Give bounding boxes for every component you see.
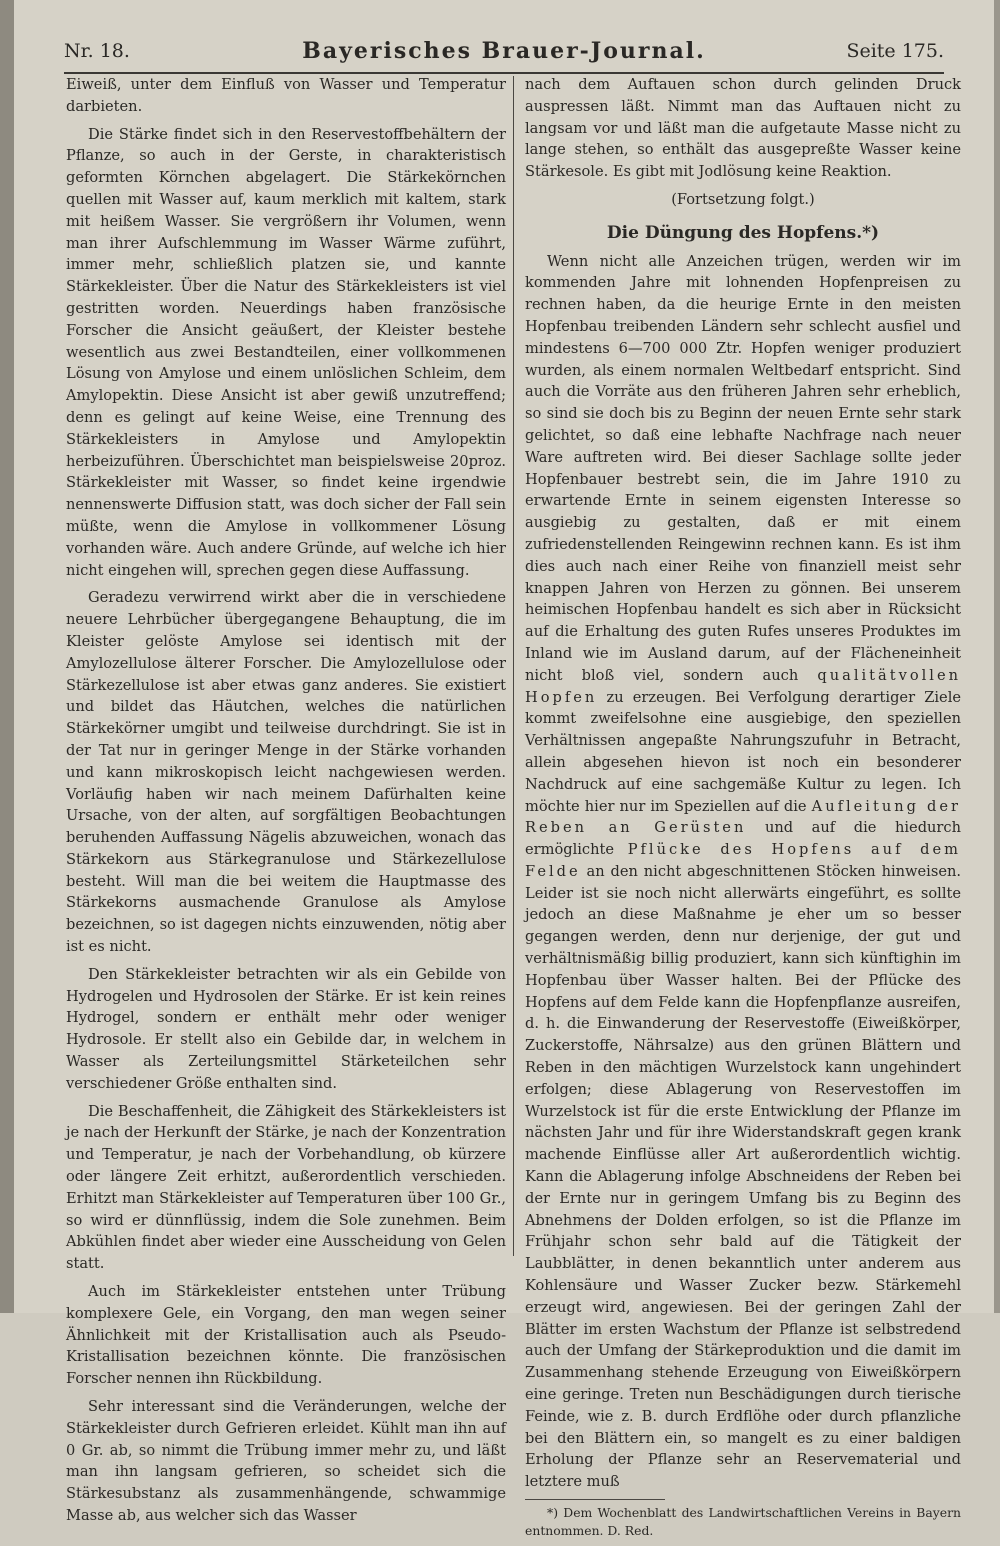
- emphasis-text: Pflücke des Hopfens auf dem Felde: [525, 841, 961, 880]
- left-column: [66, 74, 506, 1533]
- page-number: Seite 175.: [846, 40, 944, 62]
- text-run: Wenn nicht alle Anzeichen trügen, werden wir im kommenden Jahre mit lohnenden Hopfenpreisen zu rechnen haben, da die heurige Ernte in den meisten Hopfenbau treibenden Ländern sehr schlecht ausfiel und mindestens 6—700 000 Ztr. Hopfen weniger produziert wurden, als einem normalen Weltbedarf entspricht. Sind auch die Vorräte aus den früheren Jahren sehr erheblich, so sind sie doch bis zu Beginn der neuen Ernte sehr stark gelichtet, so daß eine lebhafte Nachfrage nach neuer Ware auftreten wird. Bei dieser Sachlage sollte jeder Hopfenbauer bestrebt sein, die im Jahre 1910 zu erwartende Ernte in seinem eigensten Interesse so ausgiebig zu gestalten, daß er mit einem zufriedenstellenden Reingewinn rechnen kann. Es ist ihm dies auch nach einer Reihe von finanziell meist sehr knappen Jahren von Herzen zu gönnen. Bei unserem heimischen Hopfenbau handelt es sich aber in Rücksicht auf die Erhaltung des guten Rufes unseres Produktes im Inland wie im Ausland darum, auf der Flächeneinheit nicht bloß viel, sondern auch: [525, 252, 961, 684]
- article-heading: Die Düngung des Hopfens.*): [606, 222, 880, 243]
- text-run: an den nicht abgeschnittenen Stöcken hinweisen. Leider ist sie noch nicht allerwärts eingeführt, es sollte jedoch an diese Maßnahme je eher um so besser gegangen werden, denn nur derjenige, der gut und verhältnismäßig billig produziert, kann sich künftighin im Hopfenbau über Wasser halten. Bei der Pflücke des Hopfens auf dem Felde kann die Hopfenpflanze ausreifen, d. h. die Einwanderung der Reservestoffe (Eiweißkörper, Zuckerstoffe, Nährsalze) aus den grünen Blättern und Reben in den mächtigen Wurzelstock kann ungehindert erfolgen; diese Ablagerung von Reservestoffen im Wurzelstock ist für die erste Entwicklung der Pflanze im nächsten Jahr und für ihre Widerstandskraft gegen krank machende Einflüsse aller Art außerordentlich wichtig. Kann die Ablagerung infolge Abschneidens der Reben bei der Ernte nur in geringem Umfang bis zu Beginn des Abnehmens der Dolden erfolgen, so ist die Pflanze im Frühjahr schon sehr bald auf die Tätigkeit der Laubblätter, in denen bekanntlich unter anderem aus Kohlensäure und Wasser Zucker bezw. Stärkemehl erzeugt wird, angewiesen. Bei der geringen Zahl der Blätter im ersten Wachstum der Pflanze ist selbstredend auch der Umfang der Stärkeproduktion und die damit im Zusammenhang stehende Erzeugung von Eiweißkörpern eine geringe. Treten nun Beschädigungen durch tierische Feinde, wie z. B. durch Erdflöhe oder durch pflanzliche bei den Blättern ein, so mangelt es zu einer baldigen Erholung der Pflanze sehr an Reservematerial und letztere muß: [525, 862, 962, 1491]
- emphasis-text: Aufleitung der Reben an Gerüsten: [525, 797, 961, 837]
- journal-title: Bayerisches Brauer-Journal.: [302, 38, 706, 64]
- page-header: [64, 38, 944, 72]
- text-run: zu erzeugen. Bei Verfolgung derartiger Ziele kommt zweifelsohne eine ausgiebige, den speziellen Verhältnissen angepaßte Nahrungszufuhr in Betracht, allein abgesehen hievon ist noch ein besonderer Nachdruck auf eine sachgemäße Kultur zu legen. Ich möchte hier nur im Speziellen auf die: [525, 688, 961, 815]
- continuation-note: (Fortsetzung folgt.): [671, 190, 815, 208]
- paragraph: Die Beschaffenheit, die Zähigkeit des Stärkekleisters ist je nach der Herkunft der Stärke, je nach der Konzentration und Temperatur, je nach der Vorbehandlung, ob kürzere oder längere Zeit erhitzt, außerordentlich verschieden. Erhitzt man Stärkekleister auf Temperaturen über 100 Gr., so wird er dünnflüssig, indem die Sole zunehmen. Beim Abkühlen findet aber wieder eine Ausscheidung von Gelen statt.: [66, 1102, 506, 1273]
- paragraph: Die Stärke findet sich in den Reservestoffbehältern der Pflanze, so auch in der Gerste, in charakteristisch geformten Körnchen abgelagert. Die Stärkekörnchen quellen mit Wasser auf, kaum merklich mit kaltem, stark mit heißem Wasser. Sie vergrößern ihr Volumen, wenn man ihrer Aufschlemmung im Wasser Wärme zuführt, immer mehr, schließlich platzen sie, und kannte Stärkekleister. Über die Natur des Stärkekleisters ist viel gestritten worden. Neuerdings haben französische Forscher die Ansicht geäußert, der Kleister bestehe wesentlich aus zwei Bestandteilen, einer vollkommenen Lösung von Amylose und einem unlöslichen Schleim, dem Amylopektin. Diese Ansicht ist aber gewiß unzutreffend; denn es gelingt auf keine Weise, eine Trennung des Stärkekleisters in Amylose und Amylopektin herbeizuführen. Überschichtet man beispielsweise 20proz. Stärkekleister mit Wasser, so findet keine irgendwie nennenswerte Diffusion statt, was doch sicher der Fall sein müßte, wenn die Amylose in vollkommener Lösung vorhanden wäre. Auch andere Gründe, auf welche ich hier nicht eingehen will, sprechen gegen diese Auffassung.: [66, 125, 506, 579]
- footnote: *) Dem Wochenblatt des Landwirtschaftlichen Vereins in Bayern entnommen. D. Red.: [525, 1505, 961, 1538]
- page-edge: [994, 0, 1000, 1313]
- column-divider: [513, 76, 514, 1256]
- right-column: [525, 74, 961, 1546]
- issue-number: Nr. 18.: [64, 40, 130, 62]
- paragraph: Geradezu verwirrend wirkt aber die in verschiedene neuere Lehrbücher übergegangene Behauptung, die im Kleister gelöste Amylose sei identisch mit der Amylozellulose älterer Forscher. Die Amylozellulose oder Stärkezellulose ist aber etwas ganz anderes. Sie existiert und bildet das Häutchen, welches die natürlichen Stärkekörner umgibt und teilweise durchdringt. Sie ist in der Tat nur in geringer Menge in der Stärke vorhanden und kann mikroskopisch leicht nachgewiesen werden. Vorläufig haben wir nach meinem Dafürhalten keine Ursache, von der alten, auf sorgfältigen Beobachtungen beruhenden Auffassung Nägelis abzuweichen, wonach das Stärkekorn aus Stärkegranulose und Stärkezellulose besteht. Will man die bei weitem die Hauptmasse des Stärkekorns ausmachende Granulose als Amylose bezeichnen, so ist dagegen nichts einzuwenden, nötig aber ist es nicht.: [66, 589, 506, 956]
- paragraph: [525, 251, 961, 1493]
- paragraph: Auch im Stärkekleister entstehen unter Trübung komplexere Gele, ein Vorgang, den man wegen seiner Ähnlichkeit mit der Kristallisation auch als Pseudo-Kristallisation bezeichnen könnte. Die französischen Forscher nennen ihn Rückbildung.: [66, 1283, 506, 1388]
- paragraph: Den Stärkekleister betrachten wir als ein Gebilde von Hydrogelen und Hydrosolen der Stärke. Er ist kein reines Hydrogel, sondern er enthält mehr oder weniger Hydrosole. Er stellt also ein Gebilde dar, in welchem in Wasser als Zerteilungsmittel Stärketeilchen sehr verschiedener Größe enthalten sind.: [66, 965, 506, 1092]
- footnote-rule: [525, 1499, 665, 1500]
- binding-edge: [0, 0, 14, 1313]
- paragraph: nach dem Auftauen schon durch gelinden Druck auspressen läßt. Nimmt man das Auftauen nicht zu langsam vor und läßt man die aufgetaute Masse nicht zu lange stehen, so enthält das ausgepreßte Wasser keine Stärkesole. Es gibt mit Jodlösung keine Reaktion.: [525, 76, 961, 181]
- paragraph: Eiweiß, unter dem Einfluß von Wasser und Temperatur darbieten.: [66, 76, 506, 115]
- emphasis-text: qualitätvollen Hopfen: [525, 666, 961, 706]
- text-run: und auf die hiedurch ermöglichte: [525, 819, 961, 859]
- paragraph: Sehr interessant sind die Veränderungen, welche der Stärkekleister durch Gefrieren erleidet. Kühlt man ihn auf 0 Gr. ab, so nimmt die Trübung immer mehr zu, und läßt man ihn langsam gefrieren, so scheidet sich die Stärkesubstanz als zusammenhängende, schwammige Masse ab, aus welcher sich das Wasser: [66, 1398, 506, 1524]
